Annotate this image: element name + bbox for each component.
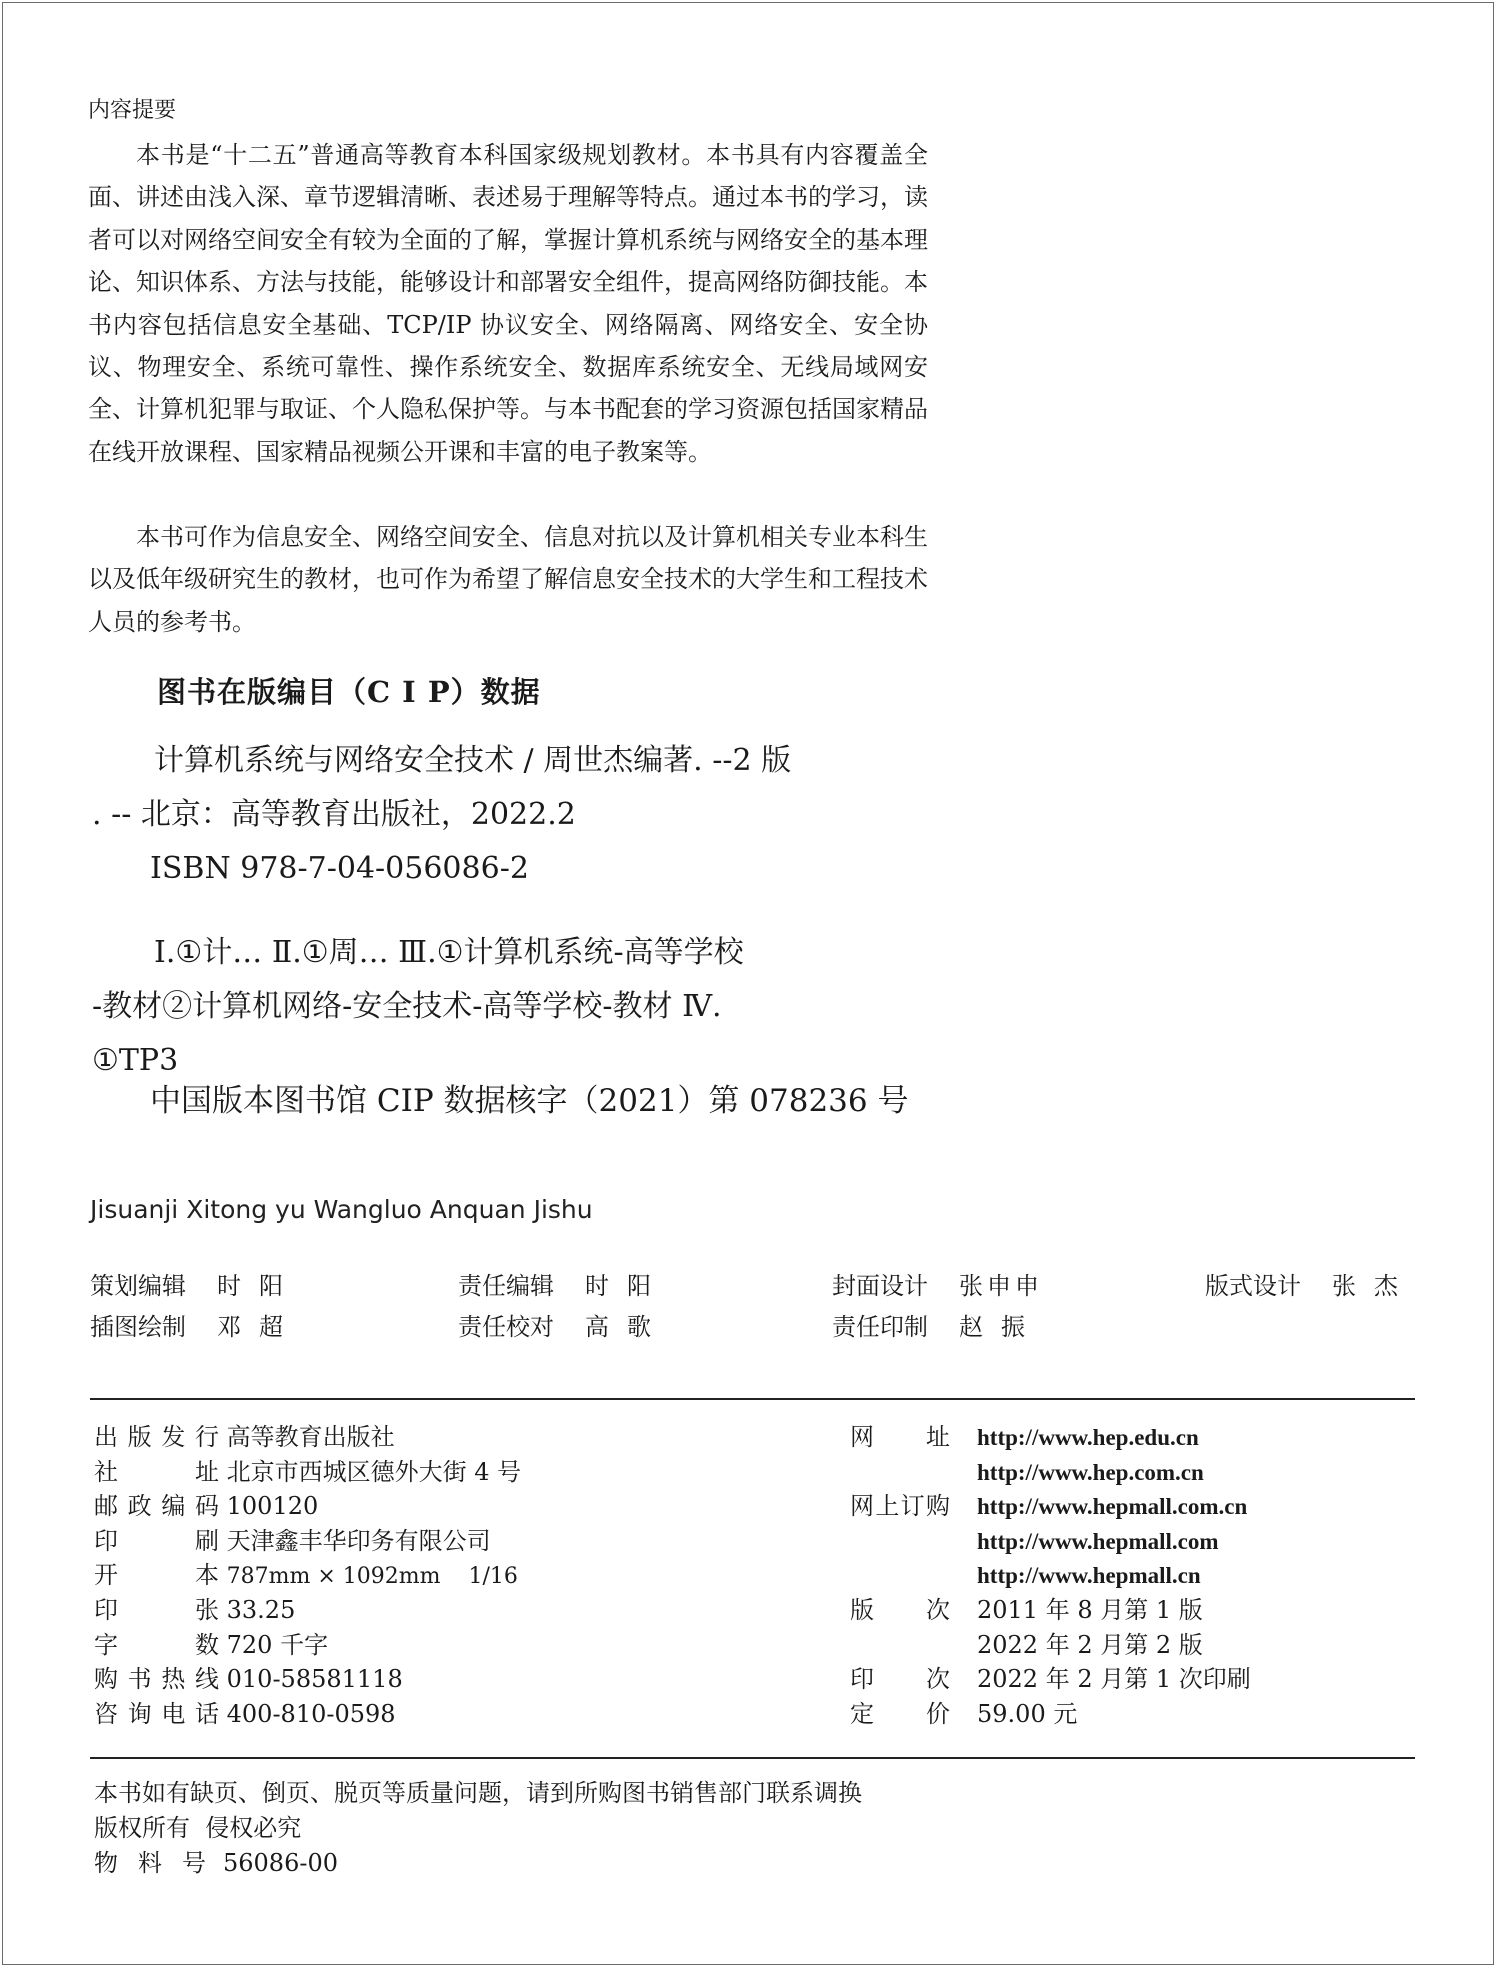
cip-title-line: 计算机系统与网络安全技术 / 周世杰编著. --2 版 bbox=[154, 743, 792, 778]
info-row bbox=[850, 1420, 1251, 1455]
info-row bbox=[94, 1558, 521, 1593]
cip-record-number: 中国版本图书馆 CIP 数据核字（2021）第 078236 号 bbox=[150, 1083, 909, 1119]
info-value: 2022 年 2 月第 1 次印刷 bbox=[977, 1665, 1251, 1694]
info-row bbox=[850, 1524, 1251, 1559]
summary-section bbox=[88, 96, 928, 643]
info-row bbox=[850, 1628, 1251, 1663]
summary-paragraph-2: 本书可作为信息安全、网络空间安全、信息对抗以及计算机相关专业本科生以及低年级研究生的教材，也可作为希望了解信息安全技术的大学生和工程技术人员的参考书。 bbox=[88, 523, 928, 636]
order-link[interactable]: http://www.hepmall.com bbox=[977, 1528, 1219, 1554]
info-label: 咨询电话 bbox=[94, 1699, 219, 1728]
info-row bbox=[850, 1662, 1251, 1697]
credit-person: 张申申 bbox=[959, 1272, 1043, 1300]
divider-top bbox=[90, 1398, 1415, 1400]
info-label: 印张 bbox=[94, 1595, 219, 1624]
credit-role: 版式设计 bbox=[1205, 1272, 1301, 1300]
info-row bbox=[94, 1697, 521, 1732]
info-row bbox=[94, 1662, 521, 1697]
material-label: 物料号 bbox=[94, 1849, 206, 1877]
info-row bbox=[94, 1628, 521, 1663]
copyright-value: 侵权必究 bbox=[205, 1814, 302, 1842]
info-value: 2011 年 8 月第 1 版 bbox=[977, 1595, 1203, 1624]
order-link[interactable]: http://www.hepmall.com.cn bbox=[977, 1494, 1248, 1520]
cip-classification-line-2: -教材②计算机网络-安全技术-高等学校-教材 Ⅳ. bbox=[92, 989, 722, 1024]
credit-person: 赵振 bbox=[959, 1313, 1043, 1341]
footer-block bbox=[94, 1776, 862, 1881]
credit-proofreading bbox=[458, 1307, 669, 1342]
quality-notice: 本书如有缺页、倒页、脱页等质量问题，请到所购图书销售部门联系调换 bbox=[94, 1779, 862, 1807]
info-label: 社址 bbox=[94, 1457, 219, 1486]
info-label: 开本 bbox=[94, 1561, 219, 1590]
info-row bbox=[850, 1593, 1251, 1628]
info-value: 400-810-0598 bbox=[226, 1699, 396, 1728]
credit-role: 责任校对 bbox=[458, 1313, 554, 1341]
info-value: 2022 年 2 月第 2 版 bbox=[977, 1630, 1203, 1659]
summary-paragraph-1: 本书是“十二五”普通高等教育本科国家级规划教材。本书具有内容覆盖全面、讲述由浅入深、章节逻辑清晰、表述易于理解等特点。通过本书的学习，读者可以对网络空间安全有较为全面的了解，掌握计算机系统与网络安全的基本理论、知识体系、方法与技能，能够设计和部署安全组件，提高网络防御技能。本书内容包括信息安全基础、TCP/IP 协议安全、网络隔离、网络安全、安全协议、物理安全、系统可靠性、操作系统安全、数据库系统安全、无线局域网安全、计算机犯罪与取证、个人隐私保护等。与本书配套的学习资源包括国家精品在线开放课程、国家精品视频公开课和丰富的电子教案等。 bbox=[88, 141, 928, 466]
divider-bottom bbox=[90, 1757, 1415, 1759]
copyright-row bbox=[94, 1811, 862, 1846]
summary-heading: 内容提要 bbox=[88, 98, 177, 123]
credit-role: 插图绘制 bbox=[90, 1313, 186, 1341]
info-value: 北京市西城区德外大街 4 号 bbox=[226, 1457, 522, 1486]
info-label: 出版发行 bbox=[94, 1423, 219, 1451]
info-label: 印次 bbox=[850, 1665, 950, 1694]
credit-role: 封面设计 bbox=[832, 1272, 928, 1300]
credit-printing-supervisor bbox=[832, 1307, 1043, 1342]
cip-classification-line-1: Ⅰ.①计… Ⅱ.①周… Ⅲ.①计算机系统-高等学校 bbox=[154, 935, 744, 970]
info-label: 字数 bbox=[94, 1630, 219, 1659]
credit-person: 时阳 bbox=[585, 1272, 669, 1300]
info-row bbox=[850, 1558, 1251, 1593]
material-value: 56086-00 bbox=[223, 1849, 338, 1877]
cip-heading: 图书在版编目（C I P）数据 bbox=[157, 675, 541, 709]
info-label: 邮政编码 bbox=[94, 1492, 219, 1521]
credit-person: 邓超 bbox=[217, 1313, 301, 1341]
credit-responsible-editor bbox=[458, 1266, 669, 1301]
info-row bbox=[850, 1697, 1251, 1732]
info-row bbox=[850, 1455, 1251, 1490]
info-label: 印刷 bbox=[94, 1526, 219, 1555]
website-link[interactable]: http://www.hep.com.cn bbox=[977, 1459, 1204, 1485]
credit-cover-design bbox=[832, 1266, 1043, 1301]
info-value: 高等教育出版社 bbox=[226, 1423, 395, 1451]
credit-role: 责任印制 bbox=[832, 1313, 928, 1341]
publication-info-right bbox=[850, 1420, 1251, 1731]
credit-person: 张杰 bbox=[1332, 1272, 1416, 1300]
info-value: 100120 bbox=[226, 1492, 319, 1521]
info-row bbox=[94, 1455, 521, 1490]
cip-classification-line-3: ①TP3 bbox=[92, 1043, 179, 1078]
info-value: 33.25 bbox=[226, 1595, 296, 1624]
credit-illustration bbox=[90, 1307, 301, 1342]
credit-role: 责任编辑 bbox=[458, 1272, 554, 1300]
cip-publisher-line: . -- 北京：高等教育出版社，2022.2 bbox=[92, 797, 576, 832]
credit-person: 高歌 bbox=[585, 1313, 669, 1341]
info-value: 天津鑫丰华印务有限公司 bbox=[226, 1526, 491, 1555]
cip-isbn-line: ISBN 978-7-04-056086-2 bbox=[150, 851, 529, 886]
order-link[interactable]: http://www.hepmall.cn bbox=[977, 1563, 1201, 1589]
credit-layout-design bbox=[1205, 1266, 1416, 1301]
info-value: 59.00 元 bbox=[977, 1699, 1078, 1728]
info-label: 定价 bbox=[850, 1699, 950, 1728]
info-row bbox=[94, 1489, 521, 1524]
material-number-row bbox=[94, 1846, 862, 1881]
website-link[interactable]: http://www.hep.edu.cn bbox=[977, 1425, 1199, 1450]
info-value: 787mm × 1092mm 1/16 bbox=[226, 1564, 518, 1590]
credit-role: 策划编辑 bbox=[90, 1272, 186, 1300]
publication-info-left bbox=[94, 1420, 521, 1731]
info-value: 720 千字 bbox=[226, 1630, 329, 1659]
info-label: 网上订购 bbox=[850, 1492, 950, 1521]
info-label: 购书热线 bbox=[94, 1665, 219, 1694]
info-row bbox=[94, 1524, 521, 1559]
cip-record bbox=[92, 734, 940, 1088]
info-value: 010-58581118 bbox=[226, 1665, 403, 1694]
credit-planning-editor bbox=[90, 1266, 301, 1301]
copyright-label: 版权所有 bbox=[94, 1814, 190, 1842]
info-label: 网址 bbox=[850, 1423, 950, 1451]
info-row bbox=[94, 1593, 521, 1628]
pinyin-title: Jisuanji Xitong yu Wangluo Anquan Jishu bbox=[90, 1195, 593, 1224]
info-label: 版次 bbox=[850, 1595, 950, 1624]
info-row bbox=[94, 1420, 521, 1455]
info-row bbox=[850, 1489, 1251, 1524]
credit-person: 时阳 bbox=[217, 1272, 301, 1300]
